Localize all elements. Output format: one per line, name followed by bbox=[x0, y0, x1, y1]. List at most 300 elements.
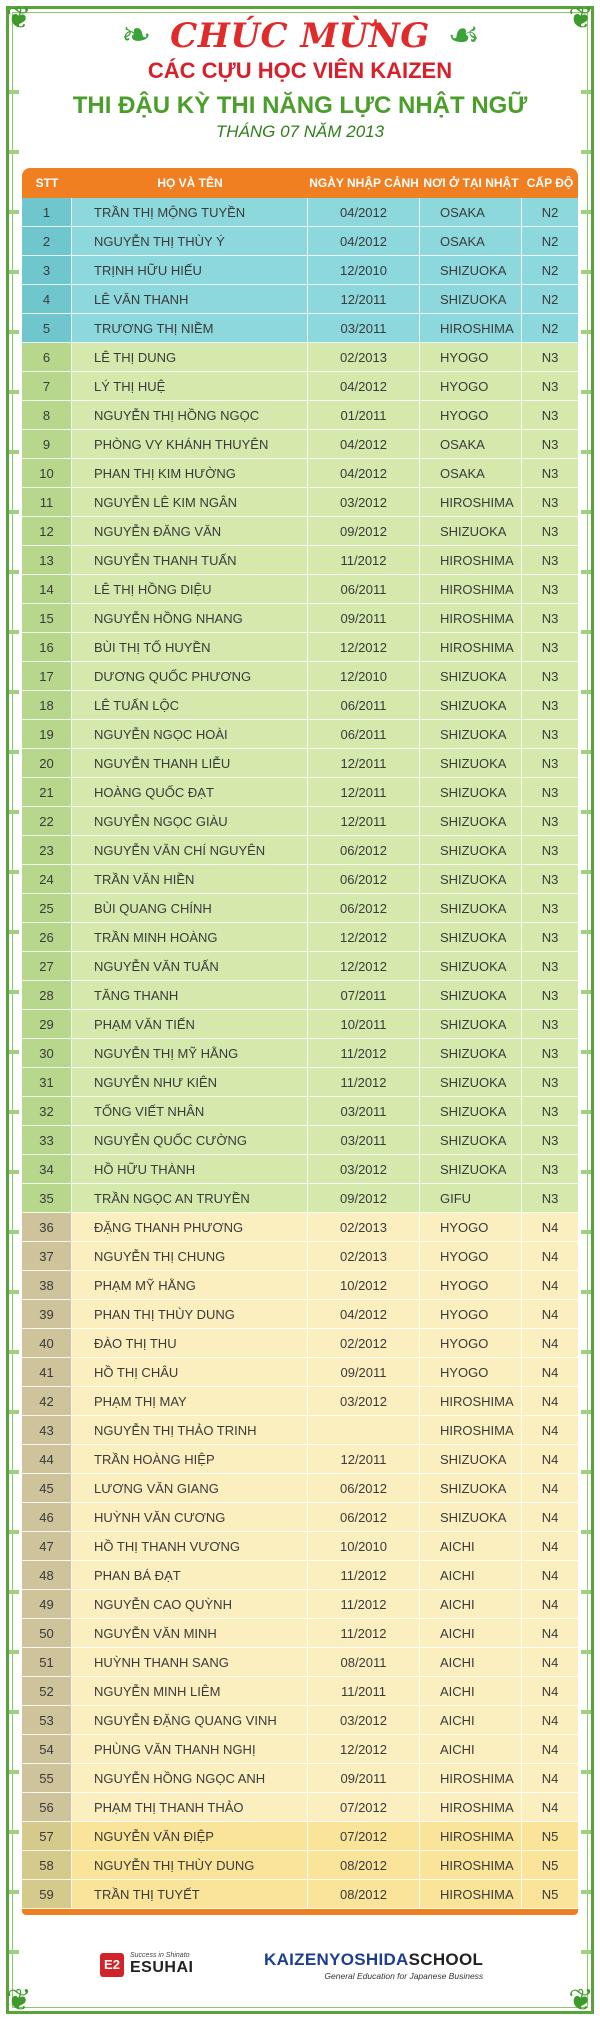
right-vine-decoration bbox=[581, 60, 591, 1960]
cell-level: N2 bbox=[522, 285, 578, 314]
cell-date: 03/2012 bbox=[308, 1155, 420, 1184]
cell-place: SHIZUOKA bbox=[420, 981, 522, 1010]
cell-place: SHIZUOKA bbox=[420, 865, 522, 894]
cell-place: HIROSHIMA bbox=[420, 314, 522, 343]
cell-stt: 11 bbox=[22, 488, 72, 517]
cell-name: DƯƠNG QUỐC PHƯƠNG bbox=[72, 662, 308, 691]
cell-date: 04/2012 bbox=[308, 430, 420, 459]
cell-name: TỐNG VIẾT NHÂN bbox=[72, 1097, 308, 1126]
table-row bbox=[22, 1561, 578, 1590]
column-header-stt: STT bbox=[35, 176, 59, 190]
table-body bbox=[22, 198, 578, 1909]
cell-date: 12/2011 bbox=[308, 285, 420, 314]
cell-date: 06/2011 bbox=[308, 720, 420, 749]
cell-date: 06/2012 bbox=[308, 1503, 420, 1532]
column-header-date: NGÀY NHẬP CẢNH bbox=[309, 176, 419, 190]
cell-place: SHIZUOKA bbox=[420, 1039, 522, 1068]
cell-level: N3 bbox=[522, 1039, 578, 1068]
cell-level: N4 bbox=[522, 1474, 578, 1503]
cell-name: HỒ THỊ CHÂU bbox=[72, 1358, 308, 1387]
cell-level: N4 bbox=[522, 1735, 578, 1764]
table-row bbox=[22, 1706, 578, 1735]
congratulations-title: CHÚC MỪNG bbox=[170, 16, 430, 56]
cell-level: N3 bbox=[522, 1097, 578, 1126]
cell-level: N4 bbox=[522, 1445, 578, 1474]
cell-level: N3 bbox=[522, 865, 578, 894]
cell-stt: 38 bbox=[22, 1271, 72, 1300]
table-row bbox=[22, 1677, 578, 1706]
cell-date: 07/2012 bbox=[308, 1822, 420, 1851]
cell-name: LÊ VĂN THANH bbox=[72, 285, 308, 314]
cell-place: SHIZUOKA bbox=[420, 1126, 522, 1155]
cell-level: N3 bbox=[522, 575, 578, 604]
cell-name: PHAN THỊ THÙY DUNG bbox=[72, 1300, 308, 1329]
cell-stt: 43 bbox=[22, 1416, 72, 1445]
esuhai-mark-icon: E2 bbox=[100, 1953, 124, 1977]
corner-ornament-icon: ❦ bbox=[6, 1, 32, 36]
cell-name: HUỲNH THANH SANG bbox=[72, 1648, 308, 1677]
cell-date: 10/2010 bbox=[308, 1532, 420, 1561]
cell-date: 12/2012 bbox=[308, 952, 420, 981]
cell-stt: 12 bbox=[22, 517, 72, 546]
esuhai-logo bbox=[100, 1952, 193, 1977]
cell-name: PHẠM THỊ MAY bbox=[72, 1387, 308, 1416]
table-row bbox=[22, 749, 578, 778]
cell-name: NGUYỄN HỒNG NHANG bbox=[72, 604, 308, 633]
cell-place: SHIZUOKA bbox=[420, 1503, 522, 1532]
cell-level: N3 bbox=[522, 517, 578, 546]
cell-level: N3 bbox=[522, 372, 578, 401]
cell-place: HIROSHIMA bbox=[420, 1764, 522, 1793]
table-row bbox=[22, 1271, 578, 1300]
cell-stt: 17 bbox=[22, 662, 72, 691]
cell-stt: 48 bbox=[22, 1561, 72, 1590]
cell-level: N4 bbox=[522, 1648, 578, 1677]
cell-stt: 47 bbox=[22, 1532, 72, 1561]
cell-stt: 35 bbox=[22, 1184, 72, 1213]
cell-name: NGUYỄN ĐẶNG QUANG VINH bbox=[72, 1706, 308, 1735]
cell-level: N3 bbox=[522, 1068, 578, 1097]
cell-place: SHIZUOKA bbox=[420, 517, 522, 546]
cell-date: 03/2011 bbox=[308, 1126, 420, 1155]
cell-level: N3 bbox=[522, 546, 578, 575]
cell-place: SHIZUOKA bbox=[420, 285, 522, 314]
cell-name: NGUYỄN VĂN TUẤN bbox=[72, 952, 308, 981]
column-header-name: HỌ VÀ TÊN bbox=[157, 176, 223, 190]
cell-level: N2 bbox=[522, 256, 578, 285]
cell-level: N4 bbox=[522, 1706, 578, 1735]
cell-date: 11/2012 bbox=[308, 1561, 420, 1590]
column-header-level: CẤP ĐỘ bbox=[526, 176, 574, 190]
table-row bbox=[22, 1329, 578, 1358]
cell-level: N3 bbox=[522, 778, 578, 807]
cell-level: N3 bbox=[522, 981, 578, 1010]
cell-place: OSAKA bbox=[420, 459, 522, 488]
cell-level: N3 bbox=[522, 1155, 578, 1184]
cell-place: SHIZUOKA bbox=[420, 923, 522, 952]
cell-date: 12/2011 bbox=[308, 778, 420, 807]
cell-level: N3 bbox=[522, 662, 578, 691]
cell-stt: 8 bbox=[22, 401, 72, 430]
table-row bbox=[22, 1300, 578, 1329]
cell-place: HIROSHIMA bbox=[420, 546, 522, 575]
cell-stt: 42 bbox=[22, 1387, 72, 1416]
cell-stt: 45 bbox=[22, 1474, 72, 1503]
cell-name: PHẠM THỊ THANH THẢO bbox=[72, 1793, 308, 1822]
cell-name: ĐÀO THỊ THU bbox=[72, 1329, 308, 1358]
table-row bbox=[22, 1503, 578, 1532]
cell-place: OSAKA bbox=[420, 227, 522, 256]
cell-name: TĂNG THANH bbox=[72, 981, 308, 1010]
table-row bbox=[22, 1010, 578, 1039]
table-row bbox=[22, 633, 578, 662]
cell-name: NGUYỄN VĂN ĐIỆP bbox=[72, 1822, 308, 1851]
cell-name: PHẠM VĂN TIẾN bbox=[72, 1010, 308, 1039]
corner-ornament-icon: ❦ bbox=[568, 1, 594, 36]
cell-date bbox=[308, 1416, 420, 1445]
cell-name: LÝ THỊ HUỆ bbox=[72, 372, 308, 401]
table-row bbox=[22, 314, 578, 343]
table-row bbox=[22, 1416, 578, 1445]
table-row bbox=[22, 256, 578, 285]
table-row bbox=[22, 227, 578, 256]
title-row bbox=[0, 16, 600, 56]
cell-level: N4 bbox=[522, 1358, 578, 1387]
cell-place: AICHI bbox=[420, 1619, 522, 1648]
cell-level: N2 bbox=[522, 314, 578, 343]
cell-date: 07/2011 bbox=[308, 981, 420, 1010]
cell-place: HYOGO bbox=[420, 1213, 522, 1242]
cell-date: 09/2011 bbox=[308, 1358, 420, 1387]
cell-stt: 9 bbox=[22, 430, 72, 459]
table-row bbox=[22, 981, 578, 1010]
cell-date: 04/2012 bbox=[308, 227, 420, 256]
table-row bbox=[22, 1474, 578, 1503]
cell-stt: 16 bbox=[22, 633, 72, 662]
cell-stt: 49 bbox=[22, 1590, 72, 1619]
cell-stt: 54 bbox=[22, 1735, 72, 1764]
cell-date: 06/2012 bbox=[308, 1474, 420, 1503]
cell-name: NGUYỄN CAO QUỲNH bbox=[72, 1590, 308, 1619]
cell-stt: 22 bbox=[22, 807, 72, 836]
cell-stt: 27 bbox=[22, 952, 72, 981]
cell-place: AICHI bbox=[420, 1735, 522, 1764]
cell-date: 12/2012 bbox=[308, 1735, 420, 1764]
cell-stt: 30 bbox=[22, 1039, 72, 1068]
table-row bbox=[22, 401, 578, 430]
table-row bbox=[22, 662, 578, 691]
cell-name: LÊ THỊ HỒNG DIỆU bbox=[72, 575, 308, 604]
cell-name: HOÀNG QUỐC ĐẠT bbox=[72, 778, 308, 807]
cell-level: N3 bbox=[522, 604, 578, 633]
cell-level: N2 bbox=[522, 227, 578, 256]
cell-stt: 6 bbox=[22, 343, 72, 372]
cell-place: SHIZUOKA bbox=[420, 807, 522, 836]
cell-date: 03/2012 bbox=[308, 1706, 420, 1735]
cell-level: N3 bbox=[522, 952, 578, 981]
cell-stt: 19 bbox=[22, 720, 72, 749]
table-row bbox=[22, 1764, 578, 1793]
kaizen-logo bbox=[264, 1950, 483, 1981]
cell-name: NGUYỄN THỊ THÙY DUNG bbox=[72, 1851, 308, 1880]
table-row bbox=[22, 923, 578, 952]
cell-stt: 15 bbox=[22, 604, 72, 633]
cell-stt: 1 bbox=[22, 198, 72, 227]
cell-level: N3 bbox=[522, 1126, 578, 1155]
cell-name: PHAN THỊ KIM HƯỜNG bbox=[72, 459, 308, 488]
cell-place: SHIZUOKA bbox=[420, 691, 522, 720]
cell-place: SHIZUOKA bbox=[420, 952, 522, 981]
cell-name: BÙI QUANG CHÍNH bbox=[72, 894, 308, 923]
table-row bbox=[22, 1619, 578, 1648]
cell-date: 03/2011 bbox=[308, 314, 420, 343]
cell-place: SHIZUOKA bbox=[420, 662, 522, 691]
cell-level: N3 bbox=[522, 923, 578, 952]
table-row bbox=[22, 546, 578, 575]
table-row bbox=[22, 1097, 578, 1126]
esuhai-name: ESUHAI bbox=[130, 1959, 194, 1976]
cell-place: GIFU bbox=[420, 1184, 522, 1213]
table-row bbox=[22, 1213, 578, 1242]
kaizen-name-part2: YOSHIDA bbox=[329, 1950, 409, 1969]
cell-place: SHIZUOKA bbox=[420, 256, 522, 285]
footer bbox=[0, 1930, 600, 1990]
cell-place: HIROSHIMA bbox=[420, 575, 522, 604]
cell-stt: 36 bbox=[22, 1213, 72, 1242]
cell-stt: 28 bbox=[22, 981, 72, 1010]
cell-name: NGUYỄN NGỌC GIÀU bbox=[72, 807, 308, 836]
cell-stt: 55 bbox=[22, 1764, 72, 1793]
cell-name: PHẠM MỸ HẰNG bbox=[72, 1271, 308, 1300]
cell-level: N3 bbox=[522, 1184, 578, 1213]
table-row bbox=[22, 1358, 578, 1387]
cell-name: HỒ THỊ THANH VƯƠNG bbox=[72, 1532, 308, 1561]
cell-date: 11/2012 bbox=[308, 1039, 420, 1068]
table-row bbox=[22, 517, 578, 546]
cell-level: N3 bbox=[522, 749, 578, 778]
cell-place: OSAKA bbox=[420, 430, 522, 459]
cell-date: 08/2011 bbox=[308, 1648, 420, 1677]
cell-stt: 2 bbox=[22, 227, 72, 256]
cell-place: HIROSHIMA bbox=[420, 633, 522, 662]
cell-date: 12/2012 bbox=[308, 633, 420, 662]
table-row bbox=[22, 1880, 578, 1909]
cell-date: 12/2011 bbox=[308, 749, 420, 778]
table-row bbox=[22, 343, 578, 372]
cell-place: SHIZUOKA bbox=[420, 1068, 522, 1097]
cell-date: 08/2012 bbox=[308, 1880, 420, 1909]
esuhai-text bbox=[130, 1952, 193, 1977]
cell-stt: 51 bbox=[22, 1648, 72, 1677]
table-row bbox=[22, 459, 578, 488]
cell-stt: 44 bbox=[22, 1445, 72, 1474]
cell-level: N4 bbox=[522, 1619, 578, 1648]
cell-level: N4 bbox=[522, 1590, 578, 1619]
cell-name: LƯƠNG VĂN GIANG bbox=[72, 1474, 308, 1503]
table-row bbox=[22, 720, 578, 749]
cell-stt: 58 bbox=[22, 1851, 72, 1880]
kaizen-tagline: General Education for Japanese Business bbox=[324, 1971, 484, 1981]
cell-date: 02/2013 bbox=[308, 343, 420, 372]
cell-place: HIROSHIMA bbox=[420, 1851, 522, 1880]
cell-stt: 53 bbox=[22, 1706, 72, 1735]
cell-place: SHIZUOKA bbox=[420, 1155, 522, 1184]
table-row bbox=[22, 604, 578, 633]
cell-stt: 50 bbox=[22, 1619, 72, 1648]
cell-stt: 37 bbox=[22, 1242, 72, 1271]
table-row bbox=[22, 285, 578, 314]
cell-level: N4 bbox=[522, 1503, 578, 1532]
cell-name: BÙI THỊ TỐ HUYỀN bbox=[72, 633, 308, 662]
cell-stt: 20 bbox=[22, 749, 72, 778]
cell-level: N5 bbox=[522, 1880, 578, 1909]
cell-level: N4 bbox=[522, 1416, 578, 1445]
cell-place: AICHI bbox=[420, 1561, 522, 1590]
cell-stt: 25 bbox=[22, 894, 72, 923]
cell-stt: 4 bbox=[22, 285, 72, 314]
table-row bbox=[22, 1445, 578, 1474]
cell-place: HIROSHIMA bbox=[420, 488, 522, 517]
cell-date: 02/2012 bbox=[308, 1329, 420, 1358]
cell-name: NGUYỄN THỊ MỸ HẰNG bbox=[72, 1039, 308, 1068]
cell-level: N3 bbox=[522, 459, 578, 488]
cell-place: HIROSHIMA bbox=[420, 1822, 522, 1851]
table-row bbox=[22, 1532, 578, 1561]
table-row bbox=[22, 488, 578, 517]
cell-date: 11/2012 bbox=[308, 1590, 420, 1619]
cell-date: 03/2012 bbox=[308, 488, 420, 517]
table-row bbox=[22, 778, 578, 807]
cell-date: 04/2012 bbox=[308, 198, 420, 227]
cell-name: NGUYỄN HỒNG NGỌC ANH bbox=[72, 1764, 308, 1793]
cell-place: HYOGO bbox=[420, 1358, 522, 1387]
cell-place: HIROSHIMA bbox=[420, 1416, 522, 1445]
cell-date: 09/2012 bbox=[308, 517, 420, 546]
cell-date: 08/2012 bbox=[308, 1851, 420, 1880]
table-row bbox=[22, 691, 578, 720]
cell-stt: 34 bbox=[22, 1155, 72, 1184]
cell-place: HYOGO bbox=[420, 1271, 522, 1300]
cell-place: AICHI bbox=[420, 1677, 522, 1706]
results-table bbox=[22, 168, 578, 1915]
table-header bbox=[22, 168, 578, 198]
cell-level: N3 bbox=[522, 720, 578, 749]
cell-date: 10/2012 bbox=[308, 1271, 420, 1300]
cell-level: N4 bbox=[522, 1242, 578, 1271]
cell-stt: 41 bbox=[22, 1358, 72, 1387]
cell-place: SHIZUOKA bbox=[420, 720, 522, 749]
cell-level: N3 bbox=[522, 633, 578, 662]
table-row bbox=[22, 1387, 578, 1416]
cell-name: NGUYỄN ĐĂNG VĂN bbox=[72, 517, 308, 546]
cell-date: 11/2012 bbox=[308, 546, 420, 575]
cell-name: TRẦN THỊ TUYẾT bbox=[72, 1880, 308, 1909]
cell-place: SHIZUOKA bbox=[420, 1445, 522, 1474]
table-row bbox=[22, 1590, 578, 1619]
cell-place: SHIZUOKA bbox=[420, 894, 522, 923]
esuhai-tagline: Success in Shinato bbox=[130, 1952, 190, 1959]
cell-name: NGUYỄN THỊ CHUNG bbox=[72, 1242, 308, 1271]
cell-stt: 29 bbox=[22, 1010, 72, 1039]
alumni-subtitle: CÁC CỰU HỌC VIÊN KAIZEN bbox=[147, 58, 453, 83]
kaizen-name-part1: KAIZEN bbox=[264, 1950, 330, 1969]
kaizen-name bbox=[264, 1950, 483, 1970]
cell-stt: 18 bbox=[22, 691, 72, 720]
cell-stt: 39 bbox=[22, 1300, 72, 1329]
cell-level: N3 bbox=[522, 430, 578, 459]
cell-place: HYOGO bbox=[420, 1329, 522, 1358]
left-vine-decoration bbox=[9, 60, 19, 1960]
cell-name: TRẦN HOÀNG HIỆP bbox=[72, 1445, 308, 1474]
cell-name: NGUYỄN VĂN MINH bbox=[72, 1619, 308, 1648]
cell-place: HYOGO bbox=[420, 372, 522, 401]
table-row bbox=[22, 198, 578, 227]
cell-place: SHIZUOKA bbox=[420, 778, 522, 807]
cell-date: 09/2011 bbox=[308, 604, 420, 633]
corner-ornament-icon: ❦ bbox=[568, 1983, 594, 2018]
column-header-place: NƠI Ở TẠI NHẬT bbox=[423, 176, 519, 190]
cell-level: N4 bbox=[522, 1300, 578, 1329]
cell-date: 09/2011 bbox=[308, 1764, 420, 1793]
cell-stt: 33 bbox=[22, 1126, 72, 1155]
cell-name: PHÒNG VY KHÁNH THUYÊN bbox=[72, 430, 308, 459]
cell-stt: 57 bbox=[22, 1822, 72, 1851]
table-row bbox=[22, 1039, 578, 1068]
cell-date: 04/2012 bbox=[308, 1300, 420, 1329]
cell-date: 11/2011 bbox=[308, 1677, 420, 1706]
cell-level: N5 bbox=[522, 1822, 578, 1851]
table-row bbox=[22, 575, 578, 604]
cell-level: N4 bbox=[522, 1793, 578, 1822]
table-row bbox=[22, 372, 578, 401]
cell-name: TRẦN NGỌC AN TRUYỀN bbox=[72, 1184, 308, 1213]
table-row bbox=[22, 807, 578, 836]
cell-date: 06/2012 bbox=[308, 836, 420, 865]
cell-place: AICHI bbox=[420, 1532, 522, 1561]
cell-stt: 26 bbox=[22, 923, 72, 952]
cell-level: N3 bbox=[522, 836, 578, 865]
flourish-right-icon: ☙ bbox=[447, 15, 480, 56]
cell-level: N3 bbox=[522, 691, 578, 720]
table-row bbox=[22, 836, 578, 865]
cell-level: N4 bbox=[522, 1764, 578, 1793]
cell-name: NGUYỄN THANH TUẤN bbox=[72, 546, 308, 575]
cell-place: HIROSHIMA bbox=[420, 1387, 522, 1416]
cell-date: 04/2012 bbox=[308, 459, 420, 488]
cell-date: 03/2011 bbox=[308, 1097, 420, 1126]
cell-stt: 10 bbox=[22, 459, 72, 488]
cell-place: HYOGO bbox=[420, 401, 522, 430]
cell-place: HYOGO bbox=[420, 1242, 522, 1271]
cell-place: HIROSHIMA bbox=[420, 604, 522, 633]
cell-name: PHAN BÁ ĐẠT bbox=[72, 1561, 308, 1590]
cell-name: NGUYỄN THỊ HỒNG NGỌC bbox=[72, 401, 308, 430]
cell-date: 12/2012 bbox=[308, 923, 420, 952]
cell-place: AICHI bbox=[420, 1590, 522, 1619]
cell-stt: 21 bbox=[22, 778, 72, 807]
cell-date: 09/2012 bbox=[308, 1184, 420, 1213]
cell-name: PHÙNG VĂN THANH NGHỊ bbox=[72, 1735, 308, 1764]
cell-level: N2 bbox=[522, 198, 578, 227]
table-row bbox=[22, 1184, 578, 1213]
cell-level: N3 bbox=[522, 807, 578, 836]
cell-name: NGUYỄN NHƯ KIÊN bbox=[72, 1068, 308, 1097]
table-row bbox=[22, 1822, 578, 1851]
table-row bbox=[22, 1155, 578, 1184]
cell-place: HYOGO bbox=[420, 1300, 522, 1329]
cell-stt: 46 bbox=[22, 1503, 72, 1532]
cell-date: 07/2012 bbox=[308, 1793, 420, 1822]
